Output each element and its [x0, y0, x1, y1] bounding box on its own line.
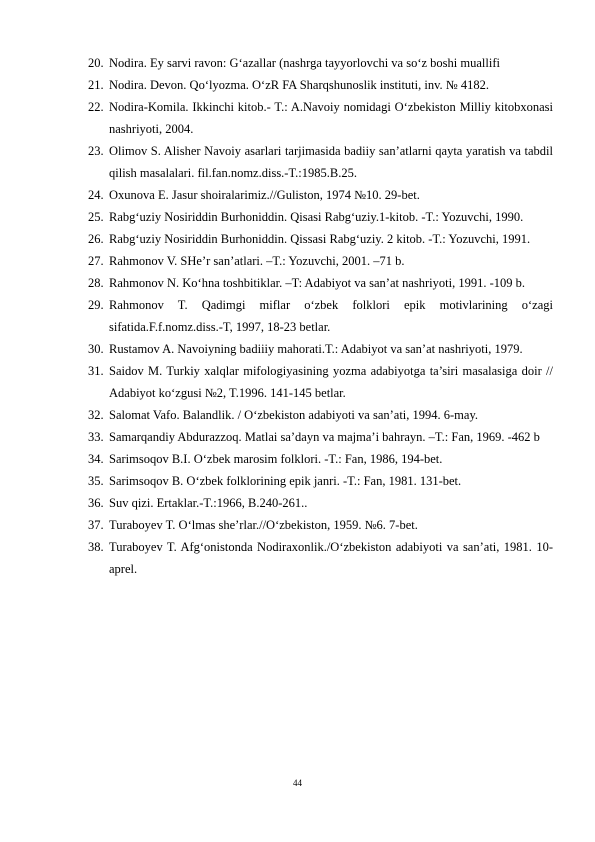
item-number: 22. — [88, 100, 104, 114]
item-number: 26. — [88, 232, 104, 246]
item-text: Nodira-Komila. Ikkinchi kitob.- T.: A.Navoiy nomidagi O‘zbekiston Milliy kitobxonasi nashriyoti, 2004. — [109, 100, 553, 136]
item-number: 34. — [88, 452, 104, 466]
list-item — [88, 338, 553, 360]
item-number: 27. — [88, 254, 104, 268]
item-text: Samarqandiy Abdurazzoq. Matlai sa’dayn va majma’i bahrayn. –T.: Fan, 1969. -462 b — [109, 430, 540, 444]
item-number: 30. — [88, 342, 104, 356]
list-item — [88, 184, 553, 206]
item-text: Salomat Vafo. Balandlik. / O‘zbekiston adabiyoti va san’ati, 1994. 6-may. — [109, 408, 479, 422]
list-item — [88, 250, 553, 272]
list-item — [88, 426, 553, 448]
list-item — [88, 294, 553, 338]
list-item — [88, 404, 553, 426]
item-number: 38. — [88, 540, 104, 554]
item-number: 33. — [88, 430, 104, 444]
item-text: Olimov S. Alisher Navoiy asarlari tarjimasida badiiy san’atlarni qayta yaratish va tabdil qilish masalalari. fil.fan.nomz.diss.-T.:1985.B.25. — [109, 144, 553, 180]
item-number: 21. — [88, 78, 104, 92]
list-item — [88, 140, 553, 184]
item-text: Suv qizi. Ertaklar.-T.:1966, B.240-261.. — [109, 496, 308, 510]
list-item — [88, 536, 553, 580]
item-number: 29. — [88, 298, 104, 312]
item-text: Rahmonov N. Ko‘hna toshbitiklar. –T: Adabiyot va san’at nashriyoti, 1991. -109 b. — [109, 276, 525, 290]
page-number: 44 — [293, 778, 302, 788]
item-text: Nodira. Ey sarvi ravon: G‘azallar (nashrga tayyorlovchi va so‘z boshi muallifi — [109, 56, 500, 70]
list-item — [88, 448, 553, 470]
item-text: Rahmonov T. Qadimgi miflar o‘zbek folklori epik motivlarining o‘zagi sifatida.F.f.nomz.diss.-T, 1997, 18-23 betlar. — [109, 298, 553, 334]
item-text: Nodira. Devon. Qo‘lyozma. O‘zR FA Sharqshunoslik instituti, inv. № 4182. — [109, 78, 489, 92]
item-number: 28. — [88, 276, 104, 290]
list-item — [88, 360, 553, 404]
item-number: 37. — [88, 518, 104, 532]
list-item — [88, 74, 553, 96]
item-text: Sarimsoqov B.I. O‘zbek marosim folklori. -T.: Fan, 1986, 194-bet. — [109, 452, 443, 466]
list-item — [88, 470, 553, 492]
reference-list — [88, 52, 553, 580]
item-text: Saidov M. Turkiy xalqlar mifologiyasining yozma adabiyotga ta’siri masalasiga doir // Adabiyot ko‘zgusi №2, T.1996. 141-145 betlar. — [109, 364, 553, 400]
item-text: Sarimsoqov B. O‘zbek folklorining epik janri. -T.: Fan, 1981. 131-bet. — [109, 474, 462, 488]
list-item — [88, 272, 553, 294]
item-number: 31. — [88, 364, 104, 378]
item-text: Rabg‘uziy Nosiriddin Burhoniddin. Qisasi Rabg‘uziy.1-kitob. -T.: Yozuvchi, 1990. — [109, 210, 524, 224]
list-item — [88, 228, 553, 250]
item-number: 20. — [88, 56, 104, 70]
item-text: Rabg‘uziy Nosiriddin Burhoniddin. Qissasi Rabg‘uziy. 2 kitob. -T.: Yozuvchi, 1991. — [109, 232, 531, 246]
list-item — [88, 492, 553, 514]
item-text: Turaboyev T. O‘lmas she’rlar.//O‘zbekiston, 1959. №6. 7-bet. — [109, 518, 418, 532]
list-item — [88, 514, 553, 536]
list-item — [88, 96, 553, 140]
item-text: Oxunova E. Jasur shoiralarimiz.//Guliston, 1974 №10. 29-bet. — [109, 188, 420, 202]
item-number: 32. — [88, 408, 104, 422]
item-number: 36. — [88, 496, 104, 510]
item-number: 25. — [88, 210, 104, 224]
item-number: 23. — [88, 144, 104, 158]
item-text: Rustamov A. Navoiyning badiiiy mahorati.T.: Adabiyot va san’at nashriyoti, 1979. — [109, 342, 523, 356]
item-number: 24. — [88, 188, 104, 202]
list-item — [88, 206, 553, 228]
item-text: Turaboyev T. Afg‘onistonda Nodiraxonlik./O‘zbekiston adabiyoti va san’ati, 1981. 10-aprel. — [109, 540, 553, 576]
item-text: Rahmonov V. SHe’r san’atlari. –T.: Yozuvchi, 2001. –71 b. — [109, 254, 405, 268]
item-number: 35. — [88, 474, 104, 488]
list-item — [88, 52, 553, 74]
